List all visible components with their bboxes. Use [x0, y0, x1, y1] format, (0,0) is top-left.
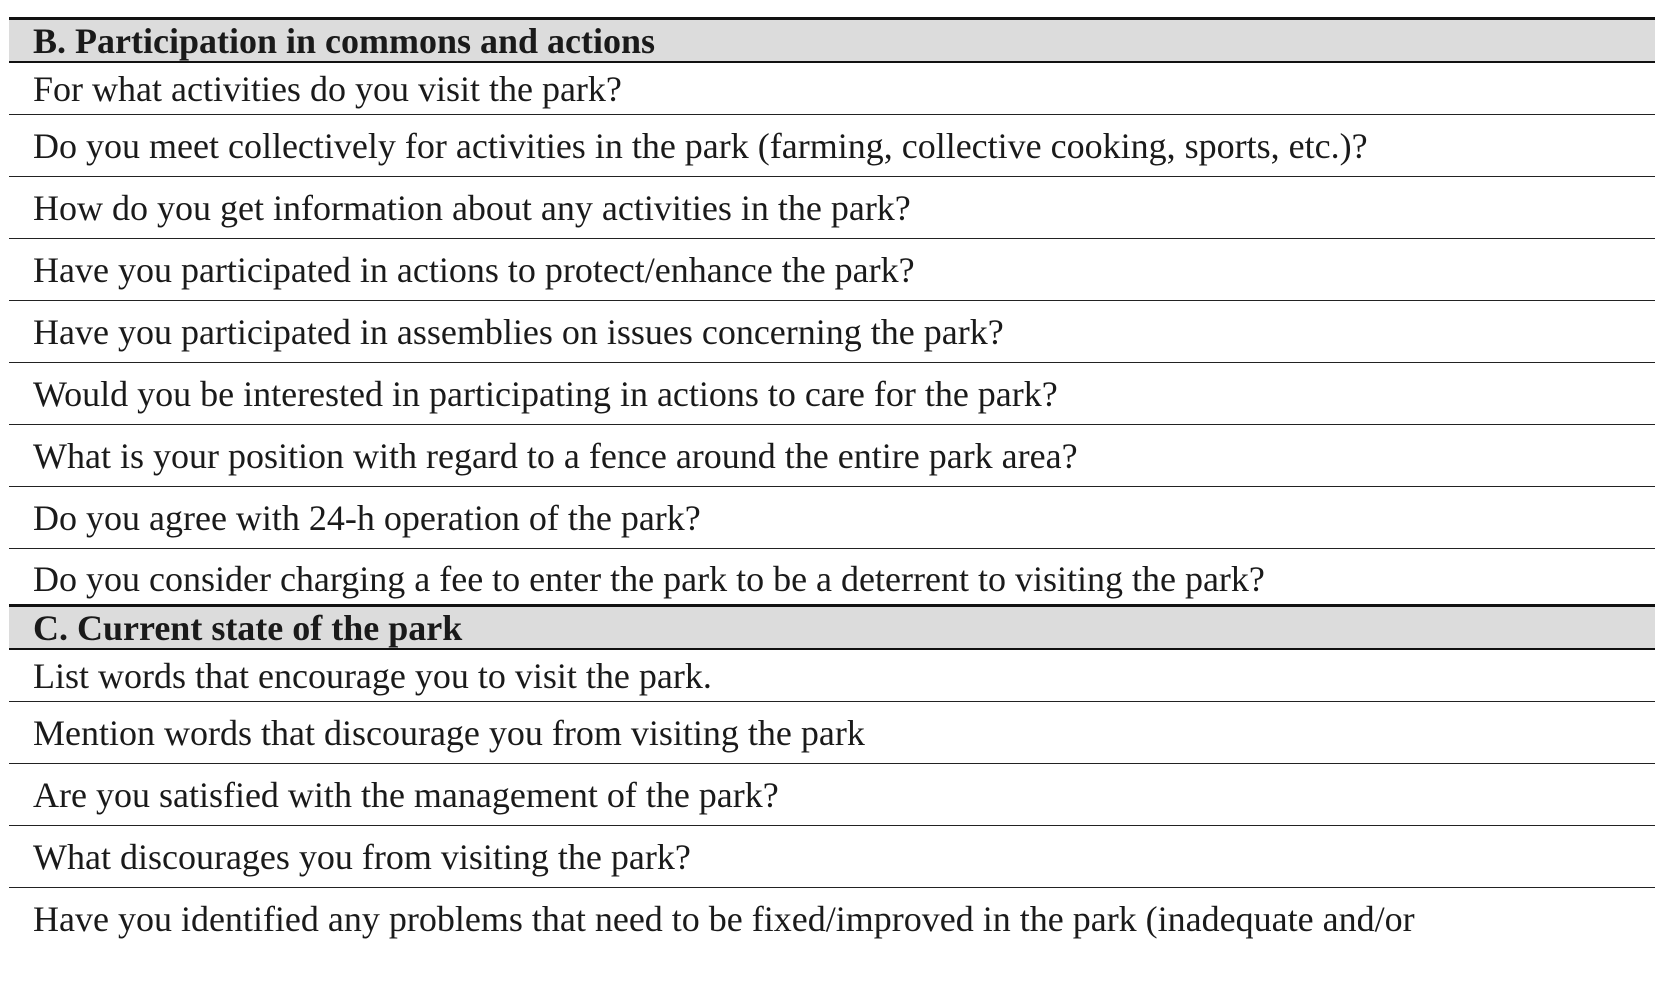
question-text: List words that encourage you to visit the park. [33, 655, 712, 696]
question-text: Do you consider charging a fee to enter the park to be a deterrent to visiting the park? [33, 559, 1265, 599]
question-text: What discourages you from visiting the park? [33, 836, 691, 877]
table-row [9, 239, 1655, 301]
question-text: Have you identified any problems that need to be fixed/improved in the park (inadequate and/or [33, 899, 1415, 939]
table-row [9, 888, 1655, 950]
table-row [9, 63, 1655, 115]
question-text: For what activities do you visit the park? [33, 68, 622, 109]
question-text: Do you agree with 24-h operation of the park? [33, 497, 701, 538]
table-row [9, 702, 1655, 764]
table-row [9, 301, 1655, 363]
table-row [9, 363, 1655, 425]
table-row [9, 177, 1655, 239]
question-text: Mention words that discourage you from visiting the park [33, 712, 865, 753]
section-header-c [9, 604, 1655, 650]
questionnaire-table [9, 17, 1655, 950]
section-header-b [9, 17, 1655, 63]
table-row [9, 425, 1655, 487]
table-row [9, 115, 1655, 177]
question-text: Would you be interested in participating in actions to care for the park? [33, 373, 1058, 414]
table-row [9, 549, 1655, 604]
question-text: What is your position with regard to a fence around the entire park area? [33, 435, 1078, 476]
question-text: Are you satisfied with the management of the park? [33, 774, 779, 815]
section-title: B. Participation in commons and actions [33, 20, 656, 61]
section-title: C. Current state of the park [33, 607, 463, 648]
question-text: Do you meet collectively for activities in the park (farming, collective cooking, sports, etc.)? [33, 125, 1368, 166]
table-row [9, 487, 1655, 549]
table-row [9, 764, 1655, 826]
question-text: How do you get information about any activities in the park? [33, 187, 911, 228]
table-row [9, 650, 1655, 702]
table-row [9, 826, 1655, 888]
question-text: Have you participated in assemblies on issues concerning the park? [33, 311, 1004, 352]
question-text: Have you participated in actions to protect/enhance the park? [33, 249, 915, 290]
